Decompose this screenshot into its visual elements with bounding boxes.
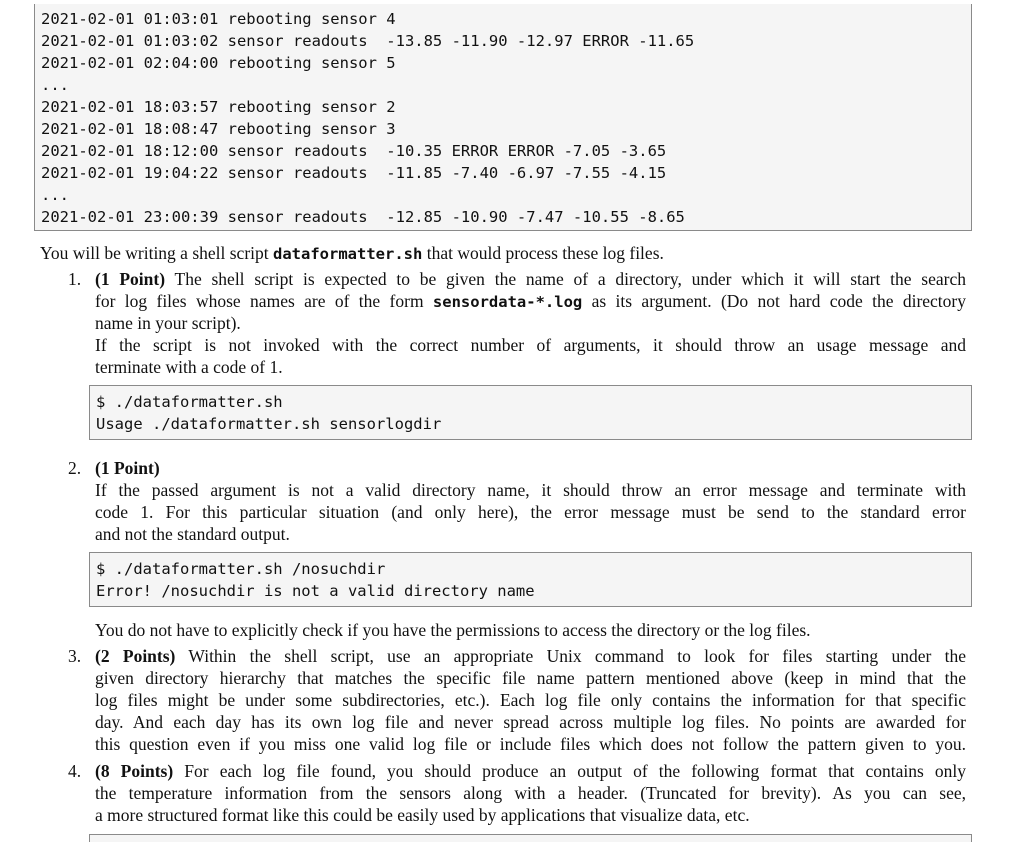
question-4-line-2: the temperature information from the sensors along with a header. (Truncated for brevity). As you can see, <box>95 783 966 803</box>
question-2-line-2: code 1. For this particular situation (and only here), the error message must be send to the standard error <box>95 502 966 522</box>
error-output: Error! /nosuchdir is not a valid directory name <box>96 582 535 600</box>
question-1-line-4: If the script is not invoked with the correct number of arguments, it should throw an usage message and <box>95 335 966 355</box>
question-3-points: (2 Points) <box>95 646 176 666</box>
question-1-number: 1. <box>68 269 82 289</box>
question-3-line-3: log files might be under some subdirectories, etc.). Each log file only contains the information for that specific <box>95 690 966 710</box>
file-pattern: sensordata-*.log <box>432 293 583 311</box>
question-3-line-2: given directory hierarchy that matches the specific file name pattern mentioned above (keep in mind that the <box>95 668 966 688</box>
usage-output: Usage ./dataformatter.sh sensorlogdir <box>96 415 442 433</box>
log-excerpt-box <box>34 4 972 231</box>
log-line: 2021-02-01 18:03:57 rebooting sensor 2 <box>41 98 396 116</box>
question-1-text: for log files whose names are of the form <box>95 291 433 311</box>
log-line: 2021-02-01 01:03:02 sensor readouts -13.85 -11.90 -12.97 ERROR -11.65 <box>41 32 695 50</box>
question-4-line-1 <box>95 760 966 782</box>
question-1-text: as its argument. (Do not hard code the directory <box>582 291 967 311</box>
error-example-box <box>89 552 972 607</box>
log-line: 2021-02-01 19:04:22 sensor readouts -11.85 -7.40 -6.97 -7.55 -4.15 <box>41 164 667 182</box>
question-2-line-1: If the passed argument is not a valid directory name, it should throw an error message and terminate with <box>95 480 966 500</box>
question-4-points: (8 Points) <box>95 761 174 781</box>
intro-paragraph <box>40 242 664 265</box>
usage-example-box <box>89 385 972 440</box>
log-ellipsis: ... <box>41 76 69 94</box>
log-line: 2021-02-01 18:12:00 sensor readouts -10.35 ERROR ERROR -7.05 -3.65 <box>41 142 667 160</box>
question-3-line-1 <box>95 645 966 667</box>
question-1-line-5: terminate with a code of 1. <box>95 357 283 377</box>
error-command: $ ./dataformatter.sh /nosuchdir <box>96 560 386 578</box>
question-1-points: (1 Point) <box>95 269 166 289</box>
question-4-number: 4. <box>68 761 82 781</box>
usage-command: $ ./dataformatter.sh <box>96 393 283 411</box>
log-line: 2021-02-01 01:03:01 rebooting sensor 4 <box>41 10 396 28</box>
question-2-number: 2. <box>68 458 82 478</box>
log-ellipsis: ... <box>41 186 69 204</box>
question-4-line-3: a more structured format like this could be easily used by applications that visualize data, etc. <box>95 805 750 825</box>
question-1-line-1 <box>95 268 966 290</box>
question-4-text: For each log file found, you should produce an output of the following format that contains only <box>184 761 967 781</box>
question-3-line-5: this question even if you miss one valid log file or include files which does not follow the pattern given to you. <box>95 734 966 754</box>
intro-text-after: that would process these log files. <box>422 243 664 263</box>
question-1-line-3: name in your script). <box>95 313 241 333</box>
question-2-note: You do not have to explicitly check if you have the permissions to access the directory or the log files. <box>95 620 811 640</box>
question-3-text: Within the shell script, use an appropriate Unix command to look for files starting under the <box>188 646 967 666</box>
intro-text-before: You will be writing a shell script <box>40 243 274 263</box>
question-3-number: 3. <box>68 646 82 666</box>
script-name: dataformatter.sh <box>273 245 423 263</box>
question-3-line-4: day. And each day has its own log file and never spread across multiple log files. No points are awarded for <box>95 712 966 732</box>
question-1-text: The shell script is expected to be given the name of a directory, under which it will start the search <box>174 269 966 289</box>
log-line: 2021-02-01 23:00:39 sensor readouts -12.85 -10.90 -7.47 -10.55 -8.65 <box>41 208 685 226</box>
question-1-line-2 <box>95 290 966 313</box>
question-2-line-3: and not the standard output. <box>95 524 290 544</box>
log-line: 2021-02-01 18:08:47 rebooting sensor 3 <box>41 120 396 138</box>
log-line: 2021-02-01 02:04:00 rebooting sensor 5 <box>41 54 396 72</box>
question-2-points: (1 Point) <box>95 458 160 478</box>
